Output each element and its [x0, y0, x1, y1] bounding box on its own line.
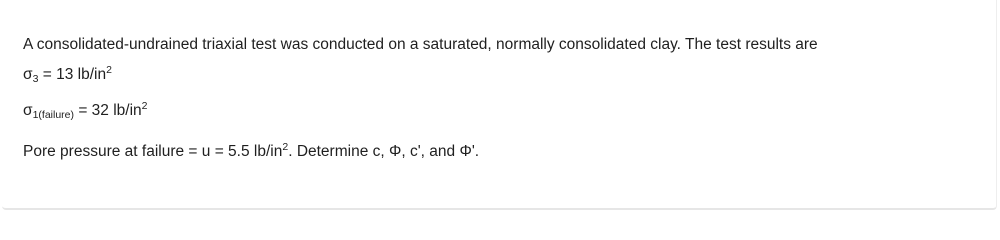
sigma3-symbol: σ: [23, 66, 33, 83]
sigma3-exponent: 2: [106, 64, 112, 76]
question-card: [2, 0, 997, 210]
sigma1-exponent: 2: [141, 100, 148, 112]
sigma1-failure-line: [23, 102, 148, 120]
sigma3-subscript: 3: [32, 73, 39, 85]
problem-intro: A consolidated-undrained triaxial test was conducted on a saturated, normally consolidated clay. The test results are: [23, 36, 818, 53]
sigma1-subscript: 1(failure): [32, 109, 75, 121]
sigma1-symbol: σ: [23, 102, 33, 119]
sigma3-value: = 13 lb/in: [38, 66, 107, 83]
pore-pressure-exponent: 2: [282, 141, 289, 153]
sigma3-line: [23, 66, 112, 84]
determine-text: . Determine c, Φ, c', and Φ'.: [288, 143, 480, 160]
pore-pressure-line: [23, 143, 479, 161]
pore-pressure-text: Pore pressure at failure = u = 5.5 lb/in: [23, 143, 283, 160]
sigma1-value: = 32 lb/in: [74, 102, 142, 119]
